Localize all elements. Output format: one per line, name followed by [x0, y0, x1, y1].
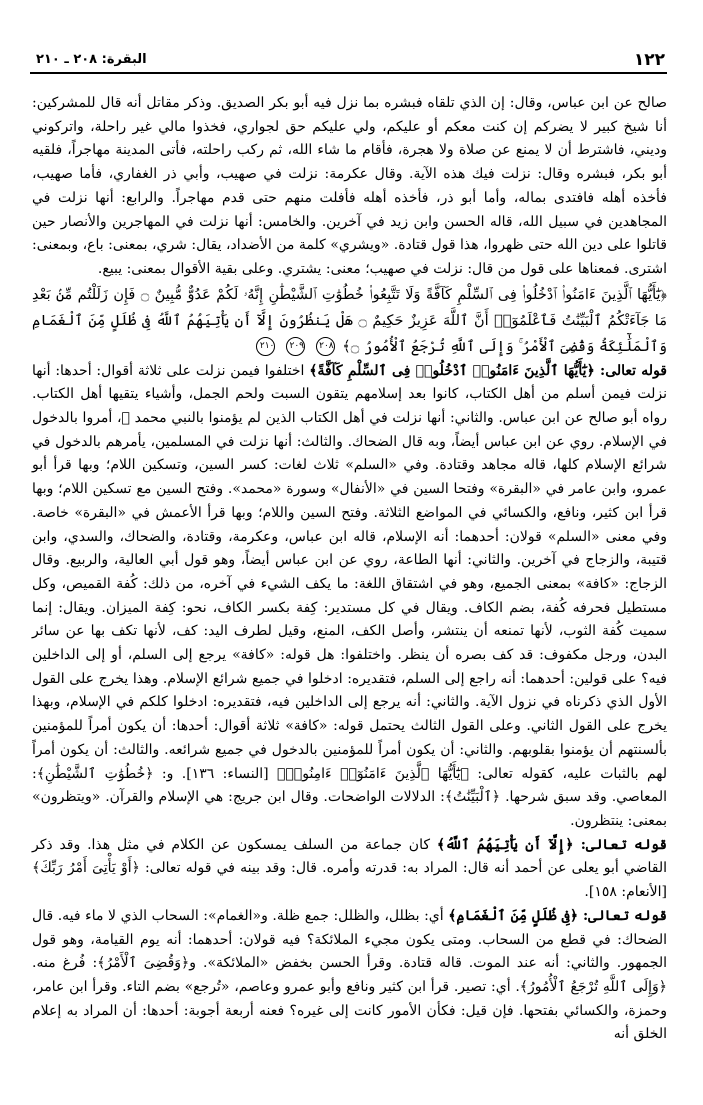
commentary-lead: قوله تعالى: ﴿إِلَّآ أَن يَأْتِيَهُمُ ٱللَّهُ﴾: [436, 836, 667, 853]
commentary-paragraph: [32, 834, 667, 905]
commentary-paragraph: [32, 360, 667, 834]
commentary-lead: قوله تعالى: ﴿فِى ظُلَلٍ مِّنَ ٱلْغَمَامِ﴾: [448, 907, 667, 924]
ayah-number-marker: ٢٠٩: [286, 337, 305, 356]
commentary-lead: قوله تعالى: ﴿يَٰٓأَيُّهَا ٱلَّذِينَ ءَامَنُوا۟ ٱدْخُلُوا۟ فِى ٱلسِّلْمِ كَآفَّةً﴾: [309, 362, 667, 379]
ayah-number-marker: ٢١٠: [256, 337, 275, 356]
quran-verse: [32, 282, 667, 360]
page-header: [30, 50, 667, 74]
commentary-text: أي: بظلل، والظلل: جمع ظلة. و«الغمام»: السحاب الذي لا ماء فيه. قال الضحاك: في قطع من السحاب. ومتى يكون مجيء الملائكة؟ فيه قولان: أحدهما: أنه يوم القيامة، وهو قول الجمهور. والثاني: أنه عند الموت. قاله قتادة. وقرأ الحسن بخفض «الملائكة». و﴿وَقُضِىَ ٱلْأَمْرُ﴾: فُرغ منه. ﴿وَإِلَى ٱللَّهِ تُرْجَعُ ٱلْأُمُورُ﴾. أي: تصير. قرأ ابن كثير ونافع وأبو عمرو وعاصم، «تُرجع» بضم التاء. وقرأ ابن عامر، وحمزة، والكسائي بفتحها. فإن قيل: فكأن الأمور كانت إلى غيره؟ فعنه أربعة أجوبة: أحدها: أن المراد به إعلام الخلق أنه: [32, 907, 667, 1043]
commentary-paragraph: [32, 905, 667, 1047]
running-head: البقرة: ٢٠٨ ـ ٢١٠: [36, 52, 147, 67]
page-number: ١٢٢: [633, 50, 665, 70]
ayah-number-marker: ٢٠٨: [316, 337, 335, 356]
paragraph: صالح عن ابن عباس، وقال: إن الذي تلقاه فبشره بما نزل فيه أبو بكر الصديق. وذكر مقاتل أنه قال للمشركين: أنا شيخ كبير لا يضركم إن كنت معكم أو عليكم، ولي عليكم حق لجواري، فخذوا مالي غير راحلة، واتركوني وديني، فاشترط أن لا يمنع عن صلاة ولا هجرة، فأقام ما شاء الله، ثم ركب راحلته، فأتى المدينة مهاجراً، فلقيه أبو بكر، فبشره وقال: نزلت فيك هذه الآية. وقال عكرمة: نزلت في صهيب، وأبي ذر الغفاري، فأما صهيب، فأخذه أهله فافتدى بماله، وأما أبو ذر، فأخذه أهله فأفلت منهم حتى قدم مهاجراً. والرابع: أنها نزلت في المجاهدين في سبيل الله، قاله الحسن وابن زيد في آخرين. والخامس: أنها نزلت في المهاجرين والأنصار حين قاتلوا على دين الله حتى ظهروا، هذا قول قتادة. «ويشري» كلمة من الأضداد، يقال: شري، بمعنى: باع، وبمعنى: اشترى. فمعناها على قول من قال: نزلت في صهيب؛ معنى: يشتري. وعلى بقية الأقوال بمعنى: يبيع.: [32, 95, 667, 277]
verse-text: ﴿يَٰٓأَيُّهَا ٱلَّذِينَ ءَامَنُوا۟ ٱدْخُلُوا۟ فِى ٱلسِّلْمِ كَآفَّةً وَلَا تَتَّبِعُوا۟ خُطُوَٰتِ ٱلشَّيْطَٰنِ إِنَّهُۥ لَكُمْ عَدُوٌّ مُّبِينٌ ۝ فَإِن زَلَلْتُم مِّنۢ بَعْدِ مَا جَآءَتْكُمُ ٱلْبَيِّنَٰتُ فَٱعْلَمُوٓا۟ أَنَّ ٱللَّهَ عَزِيزٌ حَكِيمٌ ۝ هَلْ يَنظُرُونَ إِلَّآ أَن يَأْتِيَهُمُ ٱللَّهُ فِى ظُلَلٍ مِّنَ ٱلْغَمَامِ وَٱلْمَلَٰٓئِكَةُ وَقُضِىَ ٱلْأَمْرُ ۚ وَإِلَى ٱللَّهِ تُرْجَعُ ٱلْأُمُورُ ۝﴾: [32, 286, 667, 355]
commentary-text: كان جماعة من السلف يمسكون عن الكلام في مثل هذا. وقد ذكر القاضي أبو يعلى عن أحمد أنه قال: المراد به: قدرته وأمره. قال: وقد بينه في قوله تعالى: ﴿أَوْ يَأْتِىَ أَمْرُ رَبِّكَ﴾ [الأنعام: ١٥٨].: [32, 836, 667, 901]
commentary-text: اختلفوا فيمن نزلت على ثلاثة أقوال: أحدها: أنها نزلت فيمن أسلم من أهل الكتاب، كانوا بعد إسلامهم يتقون السبت ولحم الجمل، وأشياء يتقيها أهل الكتاب. رواه أبو صالح عن ابن عباس. والثاني: أنها نزلت في أهل الكتاب الذين لم يؤمنوا بالنبي محمد ﷺ، أمروا بالدخول في الإسلام. روي عن ابن عباس أيضاً، وبه قال الضحاك. والثالث: أنها نزلت في المسلمين، يأمرهم بالدخول في شرائع الإسلام كلها، قاله مجاهد وقتادة. وفي «السلم» ثلاث لغات: كسر السين، وتسكين اللام؛ وبها قرأ أبو عمرو، وابن عامر في «البقرة» وفتحا السين في «الأنفال» وسورة «محمد». وفتح السين مع تسكين اللام؛ وبها قرأ ابن كثير، ونافع، والكسائي في المواضع الثلاثة. وفتح السين واللام؛ وبها قرأ الأعمش في «البقرة» خاصة. وفي معنى «السلم» قولان: أحدهما: أنه الإسلام، قاله ابن عباس، وعكرمة، وقتادة، والضحاك، والسدي، وابن قتيبة، والزجاج في آخرين. والثاني: أنها الطاعة، روي عن ابن عباس أيضاً، وهو قول أبي العالية، والربيع. وقال الزجاج: «كافة» بمعنى الجميع، وهو في اشتقاق اللغة: ما يكف الشيء في آخره، من ذلك: كُفة القميص، وكل مستطيل فحرفه كُفة، بضم الكاف. ويقال في كل مستدير: كِفة بكسر الكاف، نحو: كِفة الميزان. ويقال: إنما سميت كُفة الثوب، لأنها تمنعه أن ينتشر، وأصل الكف، المنع، وقيل لطرف اليد: كف، لأنها تكف بها عن سائر البدن، ورجل مكفوف: قد كف بصره أن ينظر. واختلفوا: هل قوله: «كافة» يرجع إلى السلم، أو إلى الداخلين فيه؟ على قولين: أحدهما: أنه راجع إلى السلم، فتقديره: ادخلوا في جميع شرائع الإسلام. وهذا يخرج على القول الأول الذي ذكرناه في نزول الآية. والثاني: أنه يرجع إلى الداخلين فيه، فتقديره: ادخلوا كلكم في الإسلام، وبهذا يخرج على القول الثاني. وعلى القول الثالث يحتمل قوله: «كافة» ثلاثة أقوال: أحدها: أن يكون أمراً للمؤمنين بألسنتهم أن يؤمنوا بقلوبهم. والثاني: أن يكون أمراً للمؤمنين بالدخول في جميع شرائعه. والثالث: أن يكون أمراً لهم بالثبات عليه، كقوله تعالى: ﴿يَٰٓأَيُّهَا ٱلَّذِينَ ءَامَنُوٓا۟ ءَامِنُوا۟﴾ [النساء: ١٣٦]. و: ﴿خُطُوَٰتِ ٱلشَّيْطَٰنِ﴾: المعاصي. وقد سبق شرحها. ﴿ٱلْبَيِّنَٰتُ﴾: الدلالات الواضحات. وقال ابن جريج: هي الإسلام والقرآن. «ويتظرون» بمعنى: ينتظرون.: [32, 362, 668, 829]
body-text: [32, 92, 667, 1047]
